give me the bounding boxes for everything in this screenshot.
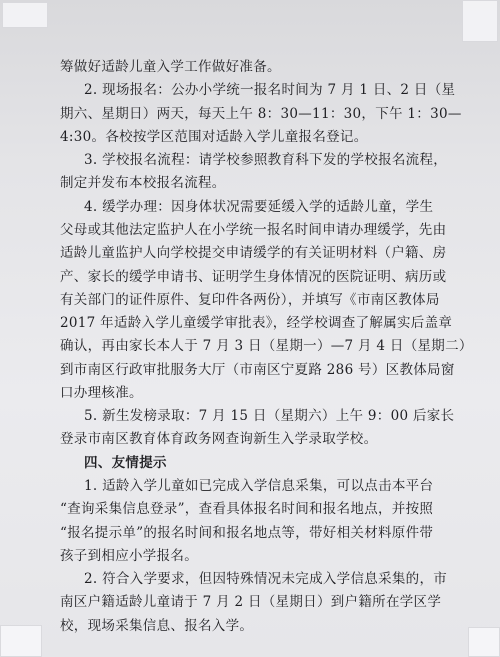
tape-top-right bbox=[462, 0, 498, 42]
text-line: 4:30。各校按学区范围对适龄入学儿童报名登记。 bbox=[60, 129, 368, 145]
text-line: 产、家长的缓学申请书、证明学生身体情况的医院证明、病历或 bbox=[60, 269, 447, 285]
text-line: 3. 学校报名流程：请学校参照教育科下发的学校报名流程， bbox=[84, 152, 448, 168]
text-line: 到市南区行政审批服务大厅（市南区宁夏路 286 号）区教体局窗 bbox=[60, 362, 455, 378]
text-line: 校，现场采集信息、报名入学。 bbox=[60, 618, 254, 634]
text-line: 南区户籍适龄儿童请于 7 月 2 日（星期日）到户籍所在学区学 bbox=[60, 594, 442, 610]
text-line: “查询采集信息登录”，查看具体报名时间和报名地点，并按照 bbox=[60, 501, 434, 517]
text-line: 2017 年适龄入学儿童缓学审批表》，经学校调查了解属实后盖章 bbox=[60, 315, 453, 331]
text-line: 有关部门的证件原件、复印件各两份），并填写《市南区教体局 bbox=[60, 292, 440, 308]
text-line: 2. 现场报名：公办小学统一报名时间为 7 月 1 日、2 日（星 bbox=[84, 82, 456, 98]
text-line: 期六、星期日）两天，每天上午 8：30—11：30，下午 1：30— bbox=[60, 106, 462, 122]
text-line: 2. 符合入学要求，但因特殊情况未完成入学信息采集的，市 bbox=[84, 571, 448, 587]
text-line: 4. 缓学办理：因身体状况需要延缓入学的适龄儿童，学生 bbox=[84, 199, 434, 215]
text-line: 登录市南区教育体育政务网查询新生入学录取学校。 bbox=[60, 431, 378, 447]
text-line: 适龄儿童监护人向学校提交申请缓学的有关证明材料（户籍、房 bbox=[60, 245, 447, 261]
text-line: “报名提示单”的报名时间和报名地点等，带好相关材料原件带 bbox=[60, 525, 434, 541]
text-line: 口办理核准。 bbox=[60, 385, 143, 401]
tape-bottom-left bbox=[0, 625, 42, 657]
text-line: 确认，再由家长本人于 7 月 3 日（星期一）—7 月 4 日（星期二） bbox=[60, 338, 473, 354]
section-heading: 四、友情提示 bbox=[84, 455, 167, 471]
text-line: 筹做好适龄儿童入学工作做好准备。 bbox=[60, 59, 281, 75]
text-line: 孩子到相应小学报名。 bbox=[60, 548, 198, 564]
text-line: 父母或其他法定监护人在小学统一报名时间申请办理缓学，先由 bbox=[60, 222, 447, 238]
tape-bottom-right bbox=[468, 627, 500, 657]
tape-top-left bbox=[2, 2, 48, 28]
text-line: 5. 新生发榜录取：7 月 15 日（星期六）上午 9：00 后家长 bbox=[84, 408, 455, 424]
text-line: 制定并发布本校报名流程。 bbox=[60, 175, 226, 191]
text-line: 1. 适龄入学儿童如已完成入学信息采集，可以点击本平台 bbox=[84, 478, 434, 494]
